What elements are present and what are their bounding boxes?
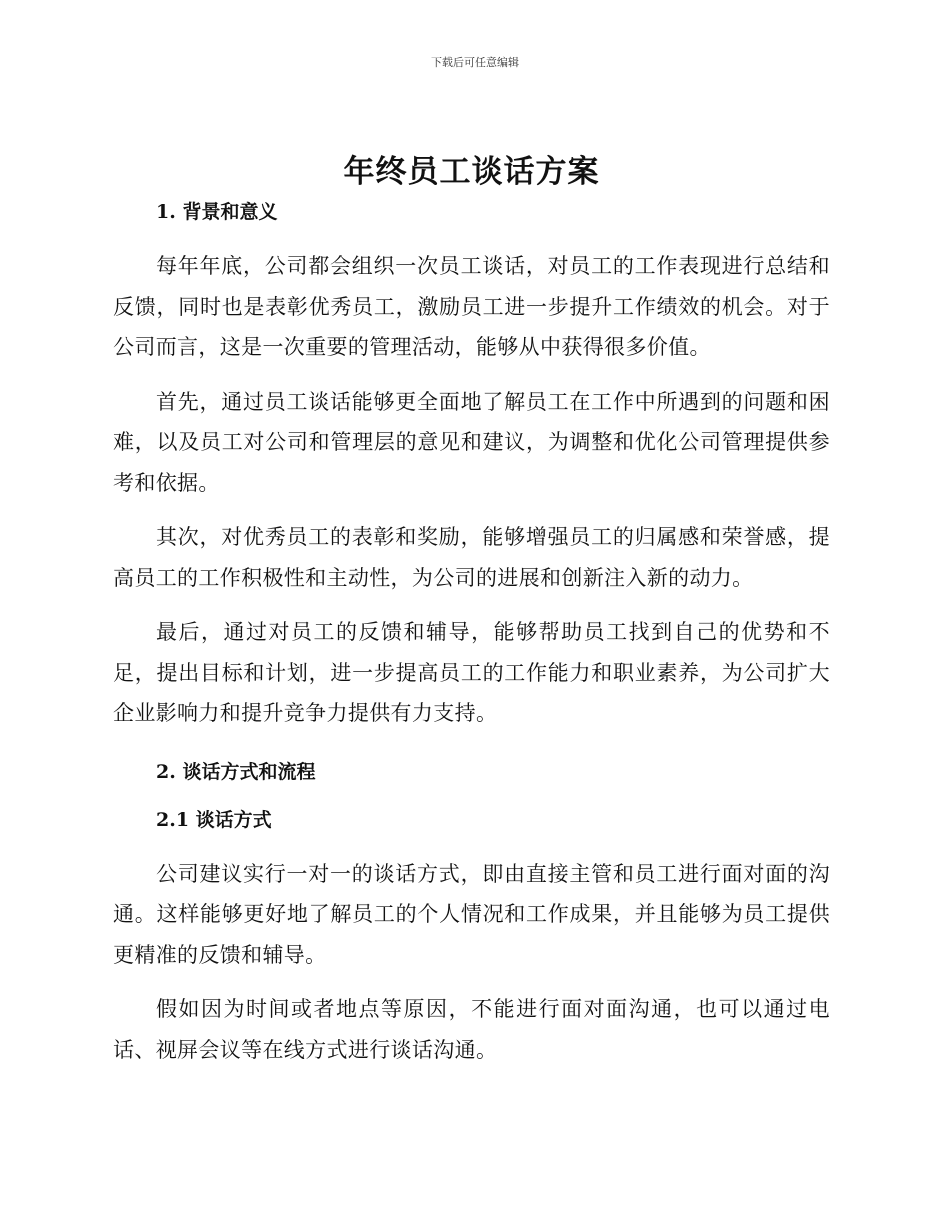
document-body — [113, 150, 830, 1070]
paragraph-annual-review: 每年年底，公司都会组织一次员工谈话，对员工的工作表现进行总结和反馈，同时也是表彰优秀员工，激励员工进一步提升工作绩效的机会。对于公司而言，这是一次重要的管理活动，能够从中获得很多价值。 — [113, 254, 830, 359]
paragraph-first-point: 首先，通过员工谈话能够更全面地了解员工在工作中所遇到的问题和困难，以及员工对公司和管理层的意见和建议，为调整和优化公司管理提供参考和依据。 — [113, 389, 830, 495]
section-heading-method: 2. 谈话方式和流程 — [156, 760, 316, 783]
paragraph-last-point: 最后，通过对员工的反馈和辅导，能够帮助员工找到自己的优势和不足，提出目标和计划，进一步提高员工的工作能力和职业素养，为公司扩大企业影响力和提升竞争力提供有力支持。 — [113, 620, 830, 725]
page-header-note: 下载后可任意编辑 — [431, 56, 519, 69]
paragraph-remote-option: 假如因为时间或者地点等原因，不能进行面对面沟通，也可以通过电话、视屏会议等在线方式进行谈话沟通。 — [113, 997, 830, 1062]
paragraph-second-point: 其次，对优秀员工的表彰和奖励，能够增强员工的归属感和荣誉感，提高员工的工作积极性和主动性，为公司的进展和创新注入新的动力。 — [113, 525, 830, 590]
section-heading-background: 1. 背景和意义 — [156, 201, 278, 223]
paragraph-one-on-one: 公司建议实行一对一的谈话方式，即由直接主管和员工进行面对面的沟通。这样能够更好地了解员工的个人情况和工作成果，并且能够为员工提供更精准的反馈和辅导。 — [113, 861, 830, 967]
subsection-heading-method: 2.1 谈话方式 — [156, 808, 272, 831]
document-title: 年终员工谈话方案 — [343, 154, 600, 190]
